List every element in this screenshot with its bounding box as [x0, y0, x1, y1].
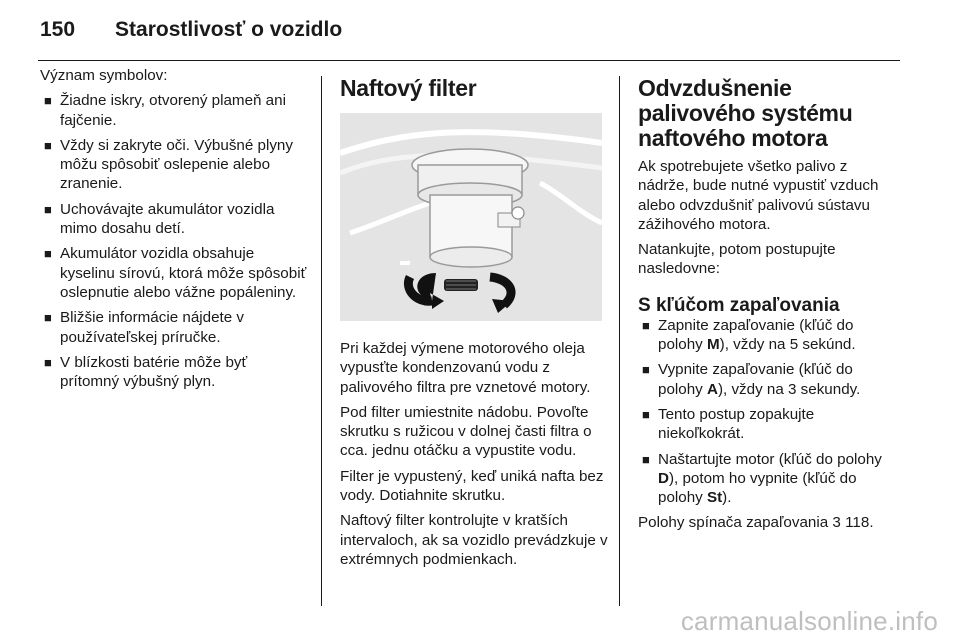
bullet-icon: ■	[44, 354, 52, 370]
diesel-filter-para-3: Filter je vypustený, keď uniká nafta bez vody. Dotiahnite skrutku.	[340, 467, 604, 505]
page-ref-link[interactable]: 118.	[845, 514, 874, 532]
key-position-label: M	[706, 336, 720, 354]
bullet-icon: ■	[642, 406, 650, 422]
key-position-label: St	[706, 489, 723, 507]
diesel-filter-para-4: Naftový filter kontrolujte v kratších intervaloch, ak sa vozidlo prevádzkuje v extrémnych podmienkach.	[340, 512, 608, 568]
column-symbols	[40, 66, 310, 397]
list-item: ■ Zapnite zapaľovanie (kľúč do polohy M), vždy na 5 sekúnd.	[642, 316, 856, 354]
column-divider-1	[321, 76, 322, 606]
bullet-icon: ■	[44, 137, 52, 153]
list-item: ■ Vypnite zapaľovanie (kľúč do polohy A), vždy na 3 sekundy.	[642, 361, 861, 398]
column-bleeding	[638, 62, 900, 539]
key-position-label: A	[706, 380, 718, 398]
column-diesel-filter	[340, 62, 608, 575]
symbols-intro: Význam symbolov:	[40, 67, 168, 84]
list-item: ■ Akumulátor vozidla obsahuje kyselinu sírovú, ktorá môže spôsobiť oslepnutie alebo vážne popáleniny.	[44, 245, 307, 301]
bleeding-para-2: Natankujte, potom postupujte nasledovne:	[638, 241, 836, 278]
list-item: ■ Bližšie informácie nájdete v používateľskej príručke.	[44, 309, 245, 346]
bleeding-para-1: Ak spotrebujete všetko palivo z nádrže, bude nutné vypustiť vzduch alebo odvzdušniť palivovú sústavu zážihového motora.	[638, 158, 879, 233]
list-item: ■ Žiadne iskry, otvorený plameň ani fajčenie.	[44, 92, 286, 129]
bullet-icon: ■	[44, 310, 52, 326]
list-item: ■ Naštartujte motor (kľúč do polohy D), potom ho vypnite (kľúč do polohy St).	[642, 450, 882, 507]
bullet-icon: ■	[642, 362, 650, 378]
cross-reference: Polohy spínača zapaľovania 3 118.	[638, 514, 874, 532]
page-title: Starostlivosť o vozidlo	[115, 18, 343, 41]
bullet-icon: ■	[642, 317, 650, 333]
diesel-filter-para-2: Pod filter umiestnite nádobu. Povoľte skrutku s ružicou v dolnej časti filtra o cca. jednu otáčku a vypustite vodu.	[340, 403, 592, 460]
page-ref-arrow-icon: 3	[832, 514, 841, 532]
list-item: ■ Vždy si zakryte oči. Výbušné plyny môžu spôsobiť oslepenie alebo zranenie.	[44, 136, 293, 193]
header-divider	[38, 60, 900, 61]
bullet-icon: ■	[44, 201, 52, 217]
bullet-icon: ■	[44, 246, 52, 262]
list-item: ■ Uchovávajte akumulátor vozidla mimo dosahu detí.	[44, 200, 275, 238]
ignition-key-subheading: S kľúčom zapaľovania	[638, 294, 840, 316]
watermark: carmanualsonline.info	[680, 606, 938, 636]
list-item: ■ V blízkosti batérie môže byť prítomný výbušný plyn.	[44, 353, 248, 391]
symbols-list	[40, 91, 310, 391]
bullet-icon: ■	[44, 93, 52, 109]
diesel-filter-para-1: Pri každej výmene motorového oleja vypusťte kondenzovanú vodu z palivového filtra pre vznetové motory.	[340, 340, 591, 396]
fuel-filter-drawing	[340, 113, 602, 321]
diesel-filter-illustration	[340, 113, 602, 321]
column-divider-2	[619, 76, 620, 606]
page-header	[40, 18, 342, 48]
bleeding-heading: Odvzdušnenie palivového systému naftového motora	[638, 75, 853, 151]
list-item: ■ Tento postup zopakujte niekoľkokrát.	[642, 405, 815, 443]
key-position-label: D	[658, 469, 669, 487]
ignition-steps-list	[638, 316, 900, 508]
page-number: 150	[40, 18, 76, 41]
bullet-icon: ■	[642, 451, 650, 467]
diesel-filter-heading: Naftový filter	[340, 75, 477, 101]
